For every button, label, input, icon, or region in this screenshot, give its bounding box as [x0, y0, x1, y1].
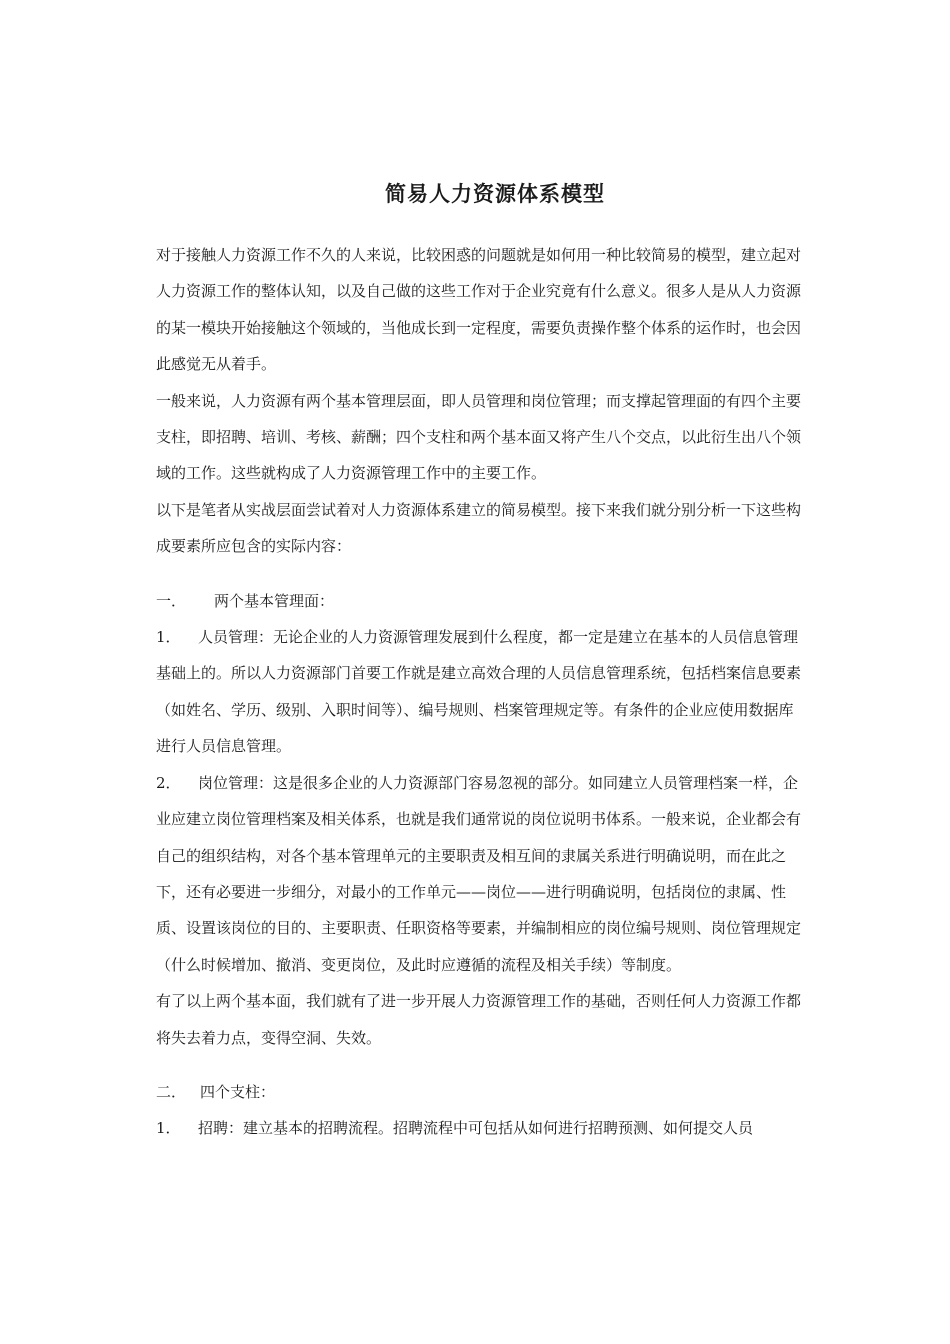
section-2-item-1 [156, 1110, 806, 1146]
item-number: 2． [156, 773, 181, 792]
section-2-heading [156, 1074, 806, 1110]
item-text: 招聘：建立基本的招聘流程。招聘流程中可包括从如何进行招聘预测、如何提交人员 [198, 1119, 754, 1138]
section-1-item-2 [156, 765, 806, 983]
document-title: 简易人力资源体系模型 [385, 182, 605, 206]
section-2-number: 二． [156, 1082, 187, 1101]
section-2-title: 四个支柱： [200, 1082, 276, 1101]
item-text: 人员管理：无论企业的人力资源管理发展到什么程度，都一定是建立在基本的人员信息管理基础上的。所以人力资源部门首要工作就是建立高效合理的人员信息管理系统，包括档案信息要素（如姓名、学历、级别、入职时间等）、编号规则、档案管理规定等。有条件的企业应使用数据库进行人员信息管理。 [156, 628, 802, 756]
intro-paragraph-2: 一般来说，人力资源有两个基本管理层面，即人员管理和岗位管理；而支撑起管理面的有四个主要支柱，即招聘、培训、考核、薪酬；四个支柱和两个基本面又将产生八个交点，以此衍生出八个领域的工作。这些就构成了人力资源管理工作中的主要工作。 [156, 391, 802, 483]
section-1-item-1 [156, 619, 806, 765]
intro-paragraph-1: 对于接触人力资源工作不久的人来说，比较困惑的问题就是如何用一种比较简易的模型，建立起对人力资源工作的整体认知，以及自己做的这些工作对于企业究竟有什么意义。很多人是从人力资源的某一模块开始接触这个领域的，当他成长到一定程度，需要负责操作整个体系的运作时，也会因此感觉无从着手。 [156, 246, 802, 374]
item-text: 岗位管理：这是很多企业的人力资源部门容易忽视的部分。如同建立人员管理档案一样，企业应建立岗位管理档案及相关体系，也就是我们通常说的岗位说明书体系。一般来说，企业都会有自己的组织结构，对各个基本管理单元的主要职责及相互间的隶属关系进行明确说明，而在此之下，还有必要进一步细分，对最小的工作单元——岗位——进行明确说明，包括岗位的隶属、性质、设置该岗位的目的、主要职责、任职资格等要素，并编制相应的岗位编号规则、岗位管理规定（什么时候增加、撤消、变更岗位，及此时应遵循的流程及相关手续）等制度。 [156, 773, 802, 974]
item-number: 1． [156, 1119, 181, 1138]
document-body [156, 237, 806, 1147]
section-1-closing: 有了以上两个基本面，我们就有了进一步开展人力资源管理工作的基础，否则任何人力资源工作都将失去着力点，变得空洞、失效。 [156, 992, 802, 1047]
section-1-title: 两个基本管理面： [214, 591, 335, 610]
intro-paragraph-3: 以下是笔者从实战层面尝试着对人力资源体系建立的简易模型。接下来我们就分别分析一下这些构成要素所应包含的实际内容： [156, 500, 802, 556]
section-1-number: 一． [156, 591, 187, 610]
section-1-heading [156, 583, 806, 619]
item-number: 1． [156, 628, 181, 647]
